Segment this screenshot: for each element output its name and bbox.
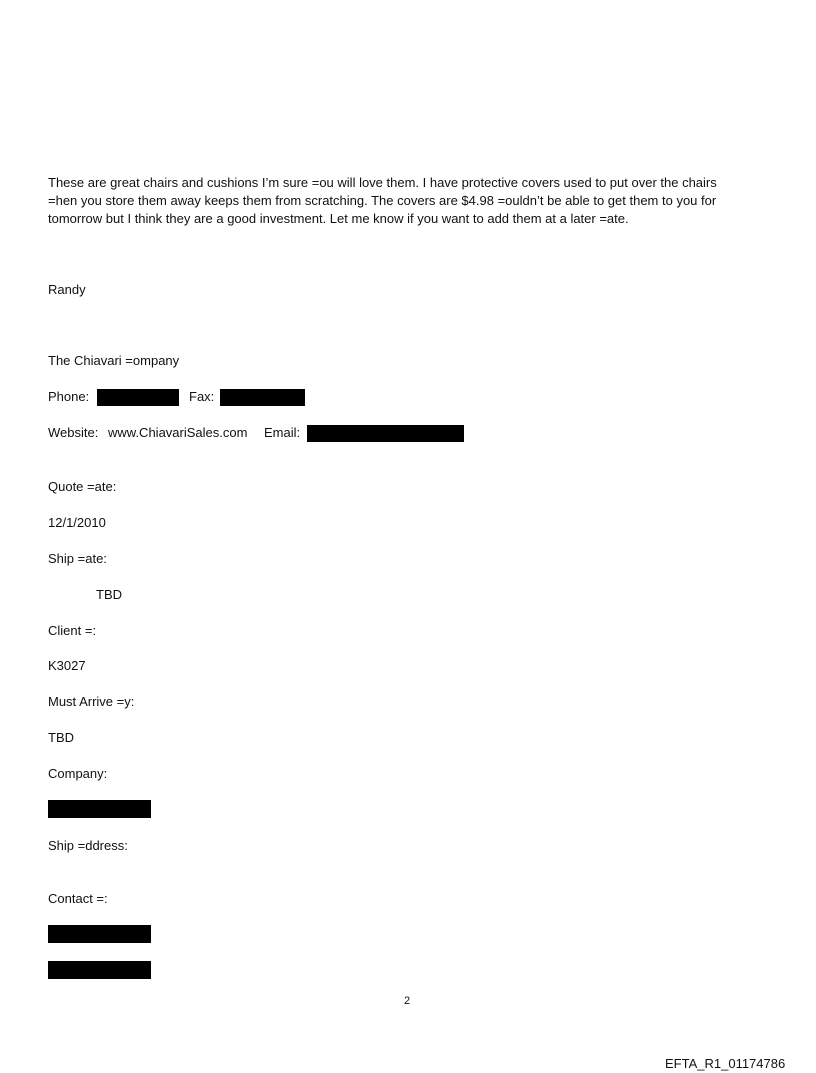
email-label: Email: bbox=[264, 425, 301, 440]
company-redaction bbox=[48, 800, 151, 818]
quote-date-value: 12/1/2010 bbox=[48, 515, 106, 530]
phone-label: Phone: bbox=[48, 389, 90, 404]
phone-redaction bbox=[97, 389, 179, 406]
client-value: K3027 bbox=[48, 658, 86, 673]
email-redaction bbox=[307, 425, 464, 442]
signature-name: Randy bbox=[48, 282, 86, 297]
ship-date-label: Ship =ate: bbox=[48, 551, 107, 566]
contact-label: Contact =: bbox=[48, 891, 108, 906]
fax-label: Fax: bbox=[189, 389, 215, 404]
must-arrive-label: Must Arrive =y: bbox=[48, 694, 135, 709]
ship-date-value: TBD bbox=[96, 587, 122, 602]
website-label: Website: bbox=[48, 425, 99, 440]
quote-date-label: Quote =ate: bbox=[48, 479, 117, 494]
paragraph-line: These are great chairs and cushions I’m sure =ou will love them. I have protective covers used to put over the chairs bbox=[48, 175, 717, 190]
message-paragraph bbox=[48, 174, 768, 228]
company-label: Company: bbox=[48, 766, 108, 781]
client-label: Client =: bbox=[48, 623, 97, 638]
contact-redaction bbox=[48, 961, 151, 979]
ship-address-label: Ship =ddress: bbox=[48, 838, 128, 853]
website-link[interactable]: www.ChiavariSales.com bbox=[108, 425, 248, 440]
paragraph-line: tomorrow but I think they are a good investment. Let me know if you want to add them at a later =ate. bbox=[48, 211, 629, 226]
paragraph-line: =hen you store them away keeps them from scratching. The covers are $4.98 =ouldn’t be able to get them to you for bbox=[48, 193, 717, 208]
document-id: EFTA_R1_01174786 bbox=[665, 1056, 786, 1071]
page-number: 2 bbox=[404, 995, 411, 1007]
fax-redaction bbox=[220, 389, 305, 406]
must-arrive-value: TBD bbox=[48, 730, 74, 745]
contact-redaction bbox=[48, 925, 151, 943]
company-name: The Chiavari =ompany bbox=[48, 353, 180, 368]
